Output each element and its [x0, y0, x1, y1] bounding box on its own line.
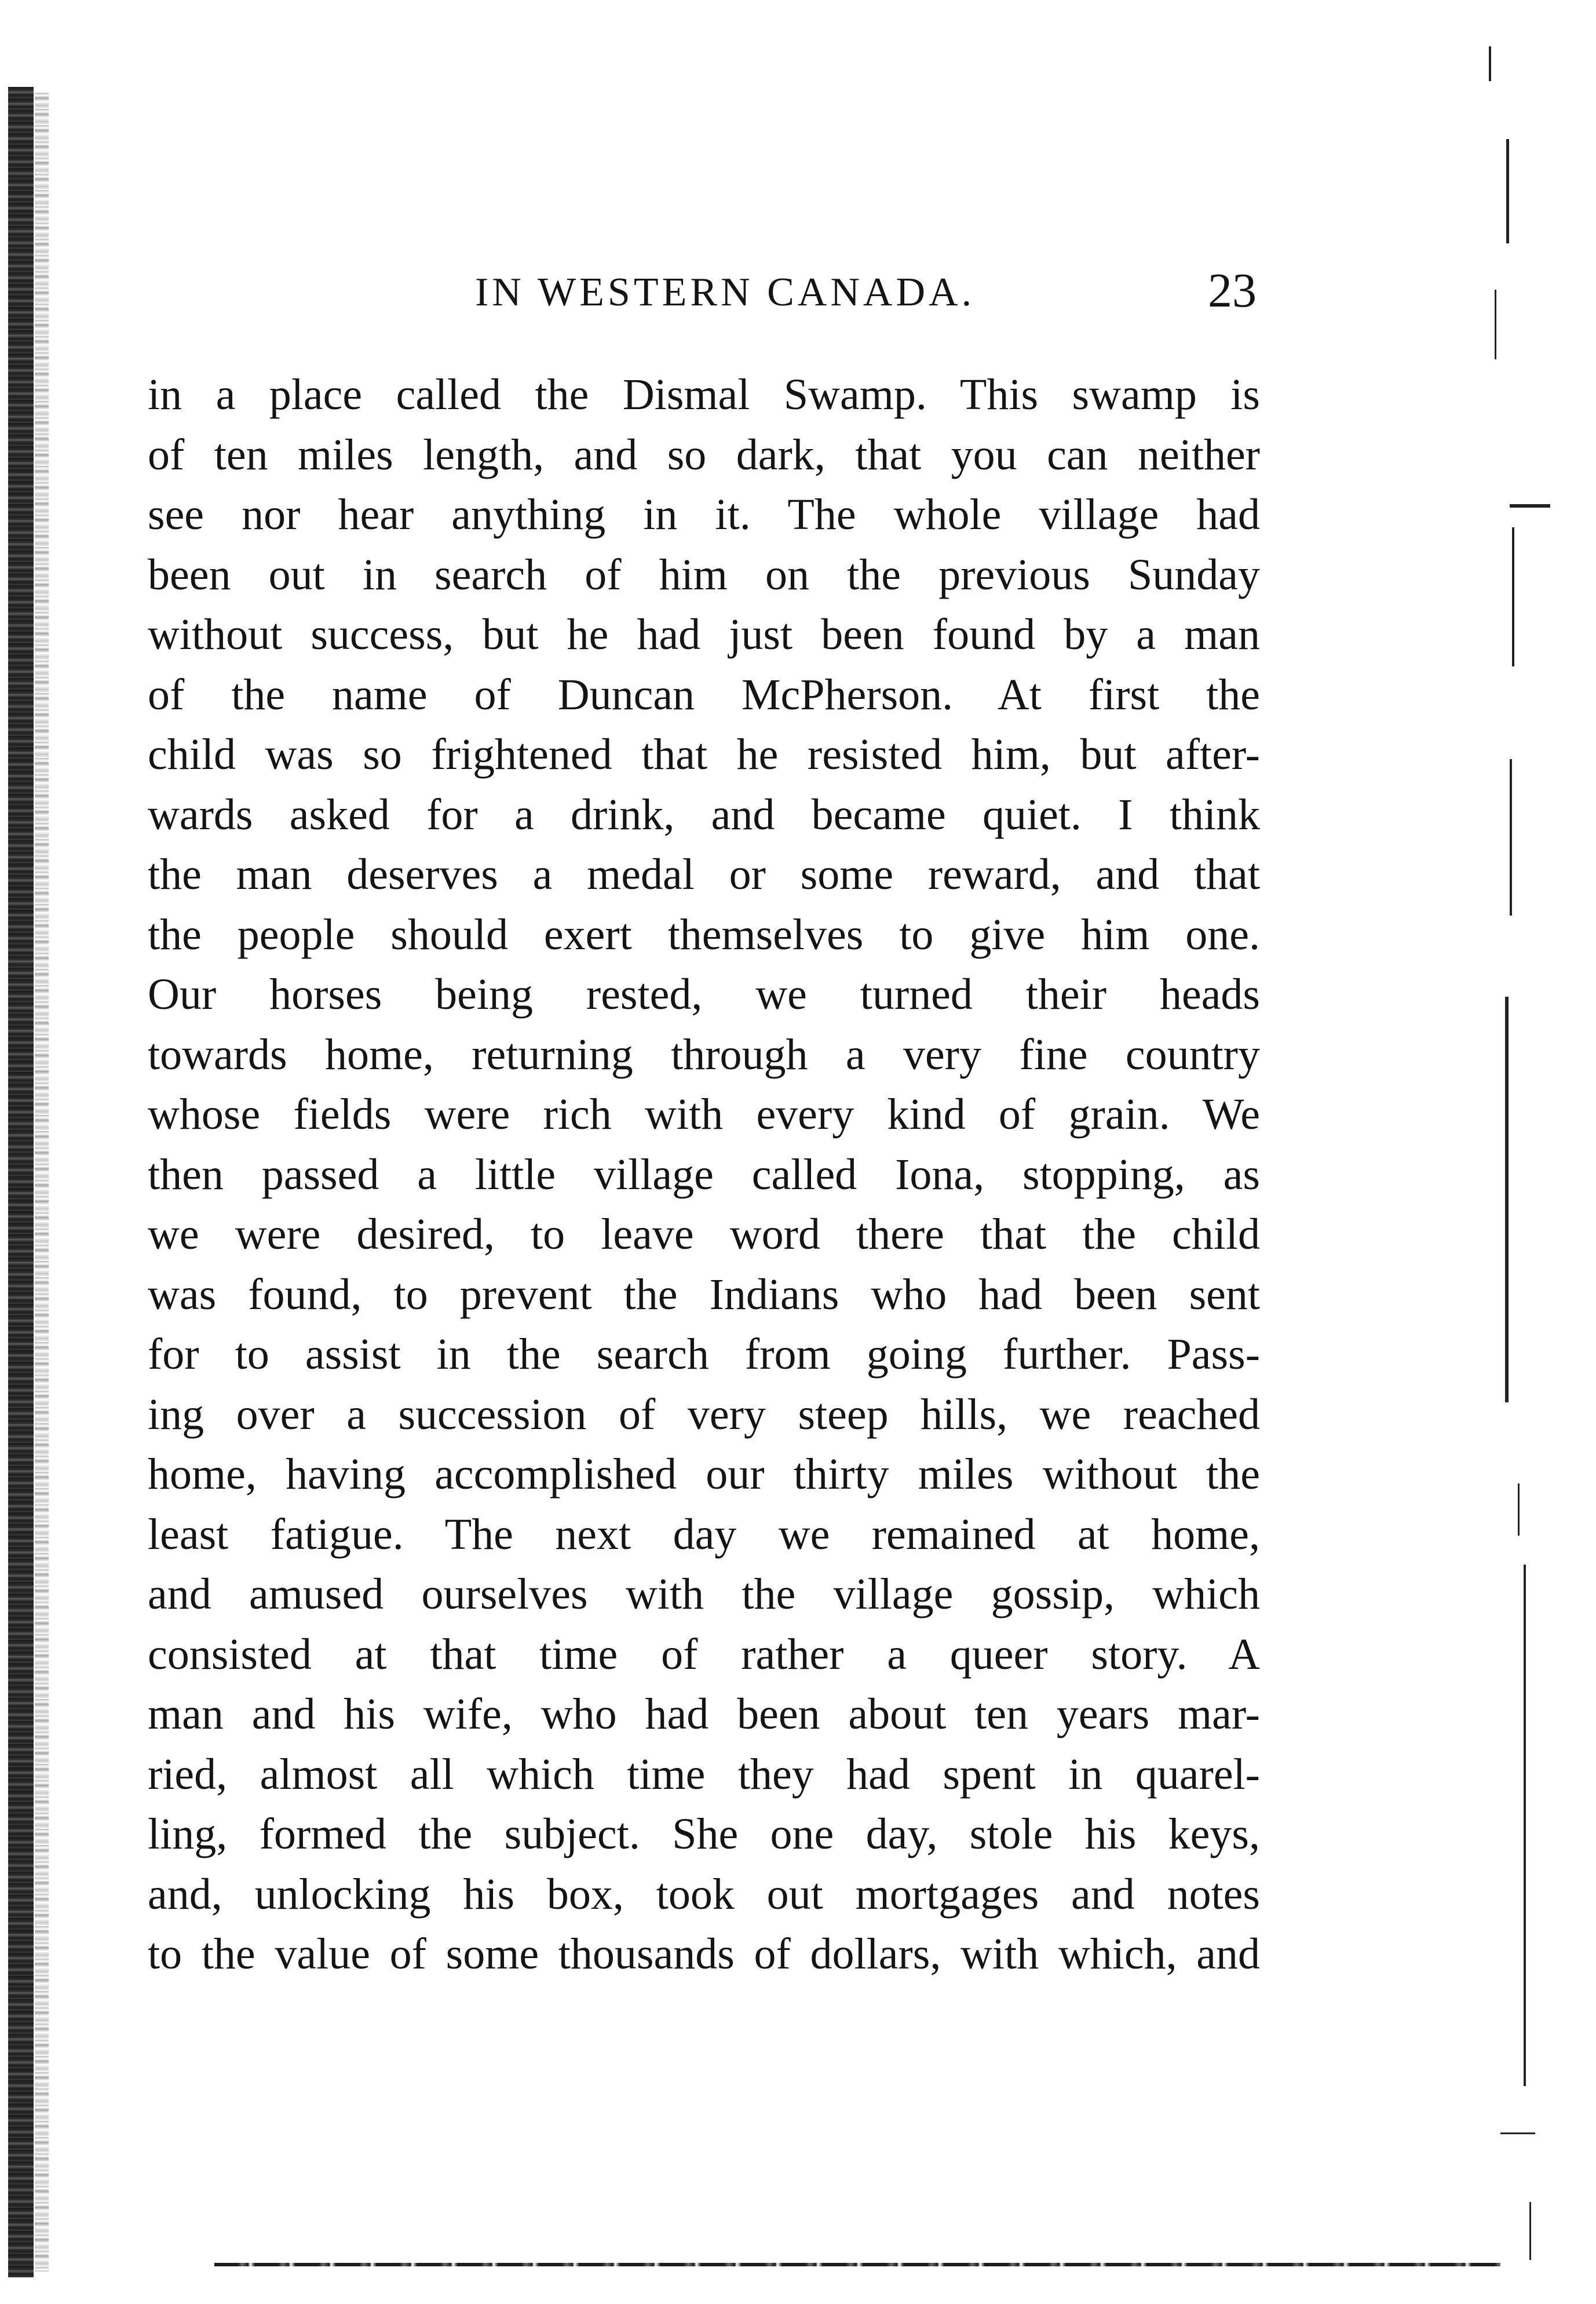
bottom-rule — [214, 2263, 1500, 2266]
text-line: ling, formed the subject. She one day, stole his keys, — [148, 1810, 1260, 1858]
text-line: then passed a little village called Iona, stopping, as — [148, 1150, 1260, 1199]
text-line: and amused ourselves with the village gossip, which — [148, 1570, 1260, 1618]
page-number: 23 — [1208, 264, 1257, 318]
right-edge-artifacts — [1483, 46, 1553, 2260]
text-line: wards asked for a drink, and became quiet. I think — [148, 790, 1260, 839]
text-line: consisted at that time of rather a queer story. A — [148, 1629, 1260, 1679]
text-line: of ten miles length, and so dark, that you can neither — [148, 430, 1260, 479]
text-line: child was so frightened that he resisted him, but after- — [148, 730, 1260, 779]
body-text — [148, 365, 1260, 1985]
text-line: we were desired, to leave word there that the child — [148, 1210, 1260, 1259]
text-line: of the name of Duncan McPherson. At first the — [148, 670, 1260, 719]
binding-speckle — [35, 93, 49, 2272]
text-line: least fatigue. The next day we remained at home, — [148, 1510, 1260, 1559]
text-line: towards home, returning through a very fine country — [148, 1030, 1260, 1079]
text-line: man and his wife, who had been about ten years mar- — [148, 1690, 1260, 1738]
text-line: without success, but he had just been found by a man — [148, 610, 1260, 659]
text-line: see nor hear anything in it. The whole village had — [148, 490, 1260, 539]
text-line: the man deserves a medal or some reward, and that — [148, 850, 1260, 899]
text-line: Our horses being rested, we turned their heads — [148, 970, 1260, 1019]
text-line: ing over a succession of very steep hills, we reached — [148, 1390, 1260, 1439]
binding-shadow — [8, 87, 34, 2277]
text-line: been out in search of him on the previous Sunday — [148, 550, 1260, 599]
text-line: home, having accomplished our thirty miles without the — [148, 1450, 1260, 1499]
text-line: and, unlocking his box, took out mortgages and notes — [148, 1869, 1260, 1919]
text-line: ried, almost all which time they had spent in quarel- — [148, 1749, 1260, 1799]
text-line: to the value of some thousands of dollars, with which, and — [148, 1930, 1260, 1978]
running-head: IN WESTERN CANADA. — [475, 270, 976, 315]
text-line: in a place called the Dismal Swamp. This swamp is — [148, 370, 1260, 419]
text-line: was found, to prevent the Indians who had been sent — [148, 1270, 1260, 1319]
text-line: for to assist in the search from going further. Pass- — [148, 1330, 1260, 1379]
text-line: the people should exert themselves to give him one. — [148, 910, 1260, 959]
text-line: whose fields were rich with every kind of grain. We — [148, 1090, 1260, 1139]
